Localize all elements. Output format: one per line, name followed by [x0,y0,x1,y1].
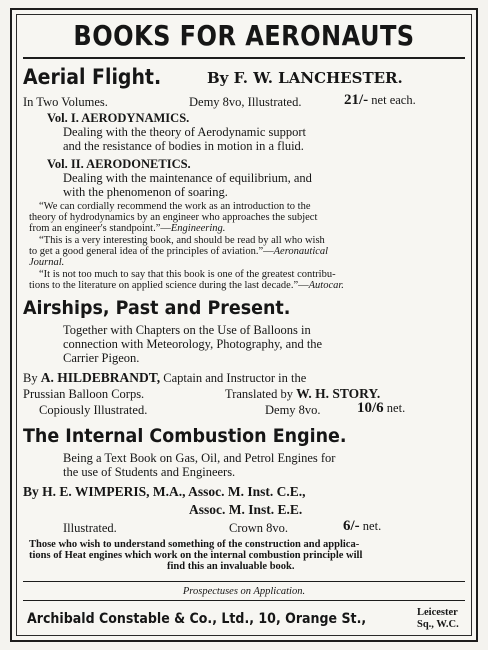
book1-price-suffix: net each. [371,93,416,107]
footer-rule-top [23,581,465,582]
book1-quote2-1: “This is a very interesting book, and should be read by all who wish [39,235,325,246]
book1-quote3-1: “It is not too much to say that this book is one of the greatest contribu- [39,269,336,280]
book1-quote2-2-text: to get a good general idea of the principles of aviation.”— [29,246,274,257]
book2-illustrated: Copiously Illustrated. [39,403,148,417]
book3-note-2: tions of Heat engines which work on the internal combustion principle will [29,550,363,561]
book2-author-line [23,371,306,385]
book1-format: Demy 8vo, Illustrated. [189,95,302,109]
book3-price: 6/- [343,518,360,534]
publisher: Archibald Constable & Co., Ltd., 10, Orange St., [27,611,367,627]
book3-note-1: Those who wish to understand something of the construction and applica- [29,539,360,550]
book3-desc-2: the use of Students and Engineers. [63,465,236,479]
book3-desc-1: Being a Text Book on Gas, Oil, and Petrol Engines for [63,451,336,465]
book1-quote1-source: Engineering. [170,223,226,234]
inner-border [16,14,472,636]
advertisement-page [10,8,478,642]
book2-translated-line [225,387,380,401]
book1-quote1-3 [29,223,225,235]
book1-quote1-1: “We can cordially recommend the work as an introduction to the [39,201,311,212]
book3-illustrated: Illustrated. [63,521,117,535]
book2-price: 10/6 [357,400,384,416]
book1-quote2-2 [29,246,328,258]
book1-quote2-source-1: Aeronautical [273,246,329,257]
book2-price-suffix: net. [386,401,406,415]
book2-author-rest: Captain and Instructor in the [163,371,307,385]
book3-author-line-1: By H. E. WIMPERIS, M.A., Assoc. M. Inst. C.E., [23,484,306,499]
book3-format: Crown 8vo. [229,521,289,535]
book1-author-line [207,69,403,87]
headline-rule [23,57,465,59]
book3-price-line [343,519,381,533]
book1-quote1-3-text: from an engineer's standpoint.”— [29,223,171,234]
book1-author-prefix: By [207,69,229,87]
book1-price-line [344,93,416,107]
book2-desc-2: connection with Meteorology, Photography, and the [63,337,323,351]
book2-title: Airships, Past and Present. [23,297,291,319]
book2-desc-1: Together with Chapters on the Use of Balloons in [63,323,311,337]
book2-desc-3: Carrier Pigeon. [63,351,140,365]
book1-title: Aerial Flight. [23,65,162,89]
book1-vol2-title: Vol. II. AERODONETICS. [47,157,191,171]
book2-translator: W. H. STORY. [296,386,381,401]
book1-volumes-line: In Two Volumes. [23,95,108,109]
book2-corps: Prussian Balloon Corps. [23,387,145,401]
publisher-place-2: Sq., W.C. [417,619,459,630]
book1-vol2-desc-2: with the phenomenon of soaring. [63,185,228,199]
book1-vol1-title: Vol. I. AERODYNAMICS. [47,111,190,125]
book1-quote1-2: theory of hydrodynamics by an engineer who approaches the subject [29,212,318,223]
book1-quote2-source-2: Journal. [29,257,65,268]
footer-rule-mid [23,600,465,601]
book1-vol2-desc-1: Dealing with the maintenance of equilibrium, and [63,171,312,185]
book1-vol1-desc-2: and the resistance of bodies in motion in a fluid. [63,139,304,153]
book2-price-line [357,401,405,415]
book1-quote3-2-text: tions to the literature on applied science during the last decade.”— [29,280,309,291]
book3-author-line-2: Assoc. M. Inst. E.E. [189,502,303,517]
book2-author-prefix: By [23,371,38,385]
book1-price: 21/- [344,92,369,108]
book1-quote3-source: Autocar. [308,280,344,291]
book3-title: The Internal Combustion Engine. [23,425,347,447]
book1-author: F. W. LANCHESTER. [233,69,403,87]
book2-author: A. HILDEBRANDT, [40,370,161,385]
publisher-place-1: Leicester [417,607,458,618]
book1-quote3-2 [29,280,344,292]
headline: BOOKS FOR AERONAUTS [73,19,415,52]
book1-vol1-desc-1: Dealing with the theory of Aerodynamic support [63,125,306,139]
book3-note-3: find this an invaluable book. [167,561,295,572]
book3-price-suffix: net. [362,519,382,533]
prospectuses: Prospectuses on Application. [182,586,306,597]
book2-translated-prefix: Translated by [225,387,293,401]
book2-format: Demy 8vo. [265,403,321,417]
